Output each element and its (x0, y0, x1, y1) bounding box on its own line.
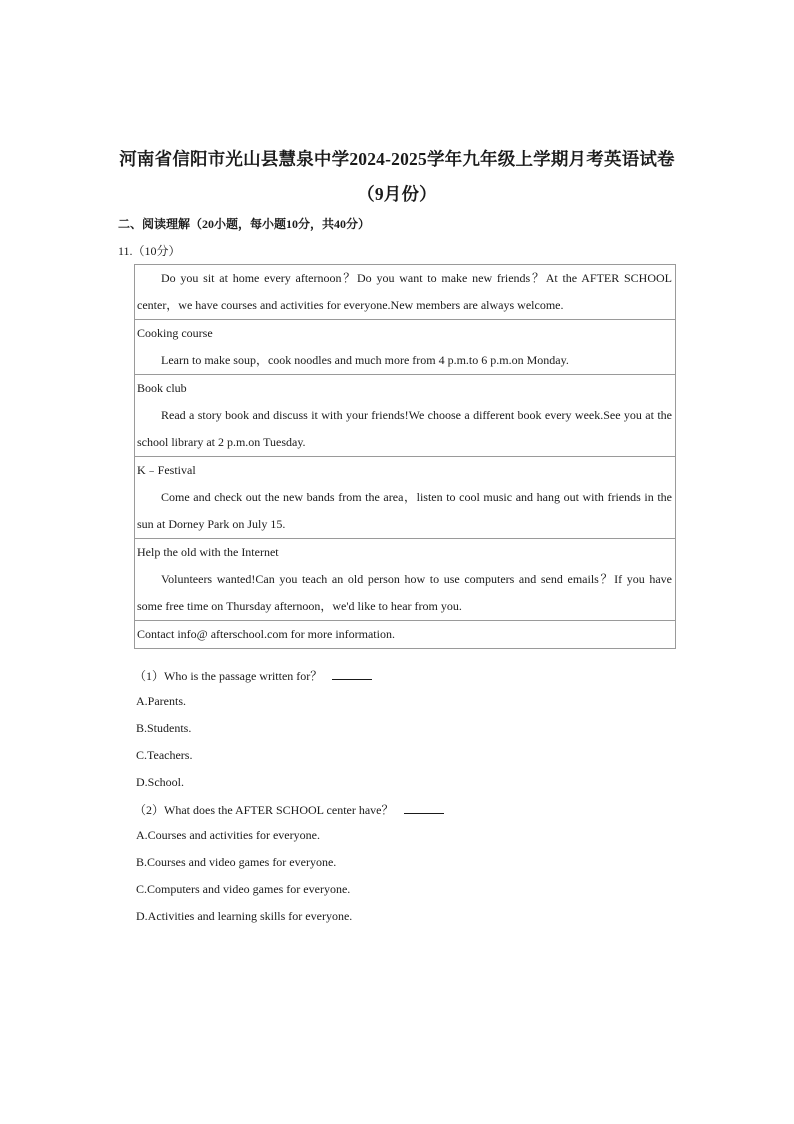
section-heading: 二、阅读理解（20小题，每小题10分，共40分） (118, 217, 371, 231)
k-festival-row (135, 457, 676, 539)
passage-intro-line-1: Do you sit at home every afternoon？Do you want to make new friends？At the AFTER SCHOOL (161, 271, 672, 285)
section-body-k-festival-2: sun at Dorney Park on July 15. (137, 517, 286, 531)
help-old-row (135, 539, 676, 621)
exam-title: 河南省信阳市光山县慧泉中学2024-2025学年九年级上学期月考英语试卷 (119, 149, 675, 169)
exam-subtitle: （9月份） (357, 184, 437, 204)
question-1-option-a: A.Parents. (136, 694, 186, 708)
passage-intro-line-2: center，we have courses and activities for everyone.New members are always welcome. (137, 298, 564, 312)
section-heading-cooking: Cooking course (137, 326, 213, 340)
passage-intro-row (135, 265, 676, 320)
question-1-option-b: B.Students. (136, 721, 192, 735)
passage-table (134, 264, 676, 649)
section-body-help-old-1: Volunteers wanted!Can you teach an old person how to use computers and send emails？If you have (161, 572, 672, 586)
question-2-stem: （2）What does the AFTER SCHOOL center have？ (134, 803, 394, 817)
question-2-stem-line (134, 801, 444, 818)
question-number: 11.（10分） (118, 244, 181, 258)
section-body-book-club-2: school library at 2 p.m.on Tuesday. (137, 435, 306, 449)
section-heading-k-festival: K﹣Festival (137, 463, 196, 477)
contact-info: Contact info@ afterschool.com for more information. (137, 627, 395, 641)
section-heading-help-old: Help the old with the Internet (137, 545, 279, 559)
contact-row (135, 621, 676, 649)
section-body-help-old-2: some free time on Thursday afternoon，we'd like to hear from you. (137, 599, 462, 613)
answer-blank-1[interactable] (332, 669, 372, 680)
question-1-stem-line (134, 667, 372, 684)
section-heading-book-club: Book club (137, 381, 187, 395)
section-body-book-club-1: Read a story book and discuss it with your friends!We choose a different book every week.See you at the (161, 408, 672, 422)
question-1-stem: （1）Who is the passage written for？ (134, 669, 323, 683)
question-2-option-c: C.Computers and video games for everyone. (136, 882, 351, 896)
question-2-option-d: D.Activities and learning skills for everyone. (136, 909, 353, 923)
question-1-option-d: D.School. (136, 775, 184, 789)
book-club-row (135, 375, 676, 457)
cooking-course-row (135, 320, 676, 375)
answer-blank-2[interactable] (404, 803, 444, 814)
section-body-k-festival-1: Come and check out the new bands from the area，listen to cool music and hang out with friends in the (161, 490, 672, 504)
question-2-option-b: B.Courses and video games for everyone. (136, 855, 337, 869)
section-body-cooking: Learn to make soup，cook noodles and much more from 4 p.m.to 6 p.m.on Monday. (161, 353, 569, 367)
question-2-option-a: A.Courses and activities for everyone. (136, 828, 320, 842)
question-1-option-c: C.Teachers. (136, 748, 193, 762)
